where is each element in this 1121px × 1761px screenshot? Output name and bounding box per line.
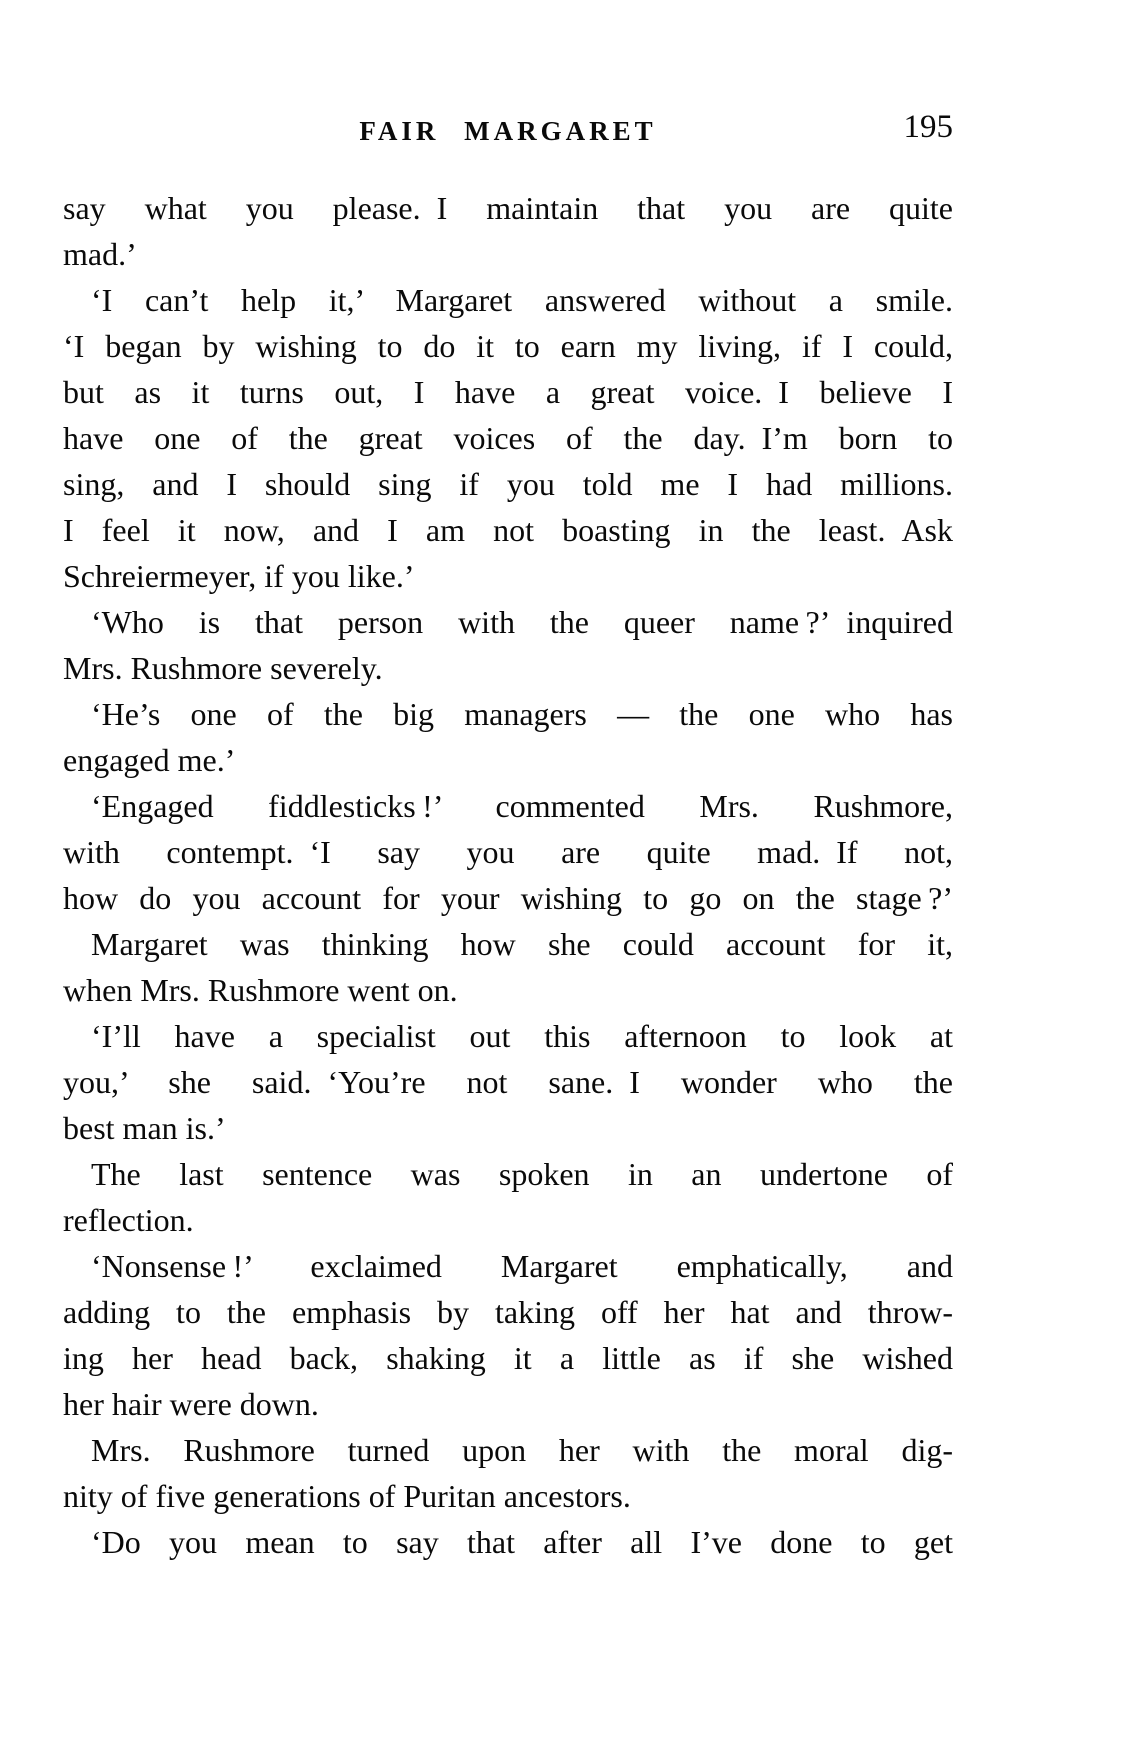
text-line: ‘I began by wishing to do it to earn my living, if I could, xyxy=(63,328,953,364)
text-line: The last sentence was spoken in an undertone of xyxy=(91,1156,953,1192)
text-line: say what you please. I maintain that you are quite xyxy=(63,190,953,226)
text-line: ing her head back, shaking it a little as if she wished xyxy=(63,1340,953,1376)
text-line: ‘Nonsense !’ exclaimed Margaret emphatically, and xyxy=(91,1248,953,1284)
text-line: Schreiermeyer, if you like.’ xyxy=(63,558,415,594)
text-line: have one of the great voices of the day. I’m born to xyxy=(63,420,953,456)
text-line: adding to the emphasis by taking off her hat and throw- xyxy=(63,1294,953,1330)
text-line: when Mrs. Rushmore went on. xyxy=(63,972,458,1008)
text-line: her hair were down. xyxy=(63,1386,319,1422)
text-line: mad.’ xyxy=(63,236,137,272)
text-line: ‘He’s one of the big managers — the one who has xyxy=(91,696,953,732)
text-line: I feel it now, and I am not boasting in the least. Ask xyxy=(63,512,953,548)
text-line: Margaret was thinking how she could account for it, xyxy=(91,926,953,962)
text-line: you,’ she said. ‘You’re not sane. I wonder who the xyxy=(63,1064,953,1100)
page-header xyxy=(63,108,953,148)
text-line: reflection. xyxy=(63,1202,194,1238)
text-line: how do you account for your wishing to go on the stage ?’ xyxy=(63,880,953,916)
text-line: engaged me.’ xyxy=(63,742,236,778)
page-number: 195 xyxy=(903,109,953,145)
text-line: nity of five generations of Puritan ancestors. xyxy=(63,1478,631,1514)
text-line: ‘Engaged fiddlesticks !’ commented Mrs. Rushmore, xyxy=(91,788,953,824)
text-line: ‘Do you mean to say that after all I’ve done to get xyxy=(91,1524,953,1560)
text-line: best man is.’ xyxy=(63,1110,226,1146)
text-line: sing, and I should sing if you told me I had millions. xyxy=(63,466,953,502)
text-line: ‘I’ll have a specialist out this afternoon to look at xyxy=(91,1018,953,1054)
text-line: with contempt. ‘I say you are quite mad. If not, xyxy=(63,834,953,870)
body-text xyxy=(63,185,953,1565)
text-line: Mrs. Rushmore turned upon her with the moral dig- xyxy=(91,1432,953,1468)
text-line: ‘I can’t help it,’ Margaret answered without a smile. xyxy=(91,282,953,318)
text-line: Mrs. Rushmore severely. xyxy=(63,650,383,686)
running-title: FAIR MARGARET xyxy=(359,116,657,146)
text-line: but as it turns out, I have a great voice. I believe I xyxy=(63,374,953,410)
text-line: ‘Who is that person with the queer name ?’ inquired xyxy=(91,604,953,640)
